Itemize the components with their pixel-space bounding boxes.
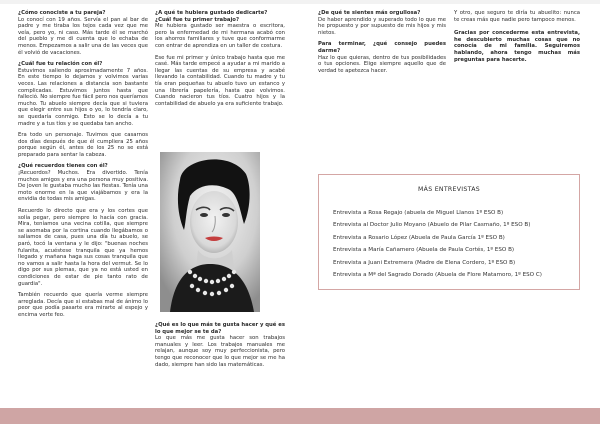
interview-link[interactable]: Entrevista a María Cañamero (Abuela de Paula Cortés, 1º ESO B) xyxy=(333,247,515,254)
interview-column-2-bottom xyxy=(155,322,285,373)
qa-block xyxy=(318,41,446,74)
interview-column-2-top xyxy=(155,10,285,107)
answer: Lo que más me gusta hacer son trabajos manuales y leer. Los trabajos manuales me relajan, aunque soy muy perfeccionista, pero tengo que reconocer que lo que mejor se me ha dado, siempre han sido las matemáticas. xyxy=(155,335,285,368)
answer: Ese fue mi primer y único trabajo hasta que me casé. Más tarde empecé a ayudar a mi marido a llegar las cuentas de su empresa y acabé llevando la contabilidad. Cuando tu madre y tu tía eran pequeñas tu abuelo tuvo un estanco y una librería papelería, hasta que volvimos. Cuando nacieron tus tíos. xyxy=(155,54,285,101)
more-interviews-box xyxy=(318,174,580,290)
answer: Lo conocí con 19 años. Servía el pan al bar de padre y me tiraba los tejos cada vez que me veía, pero yo, ni caso. Más tarde él se marchó del pueblo y me di cuenta que lo echaba de menos. Empezamos a salir una de las veces que él volvió de vacaciones. xyxy=(18,16,148,56)
question: ¿Qué es lo que más te gusta hacer y qué es lo que mejor se te da? xyxy=(155,322,285,335)
answer: Haz lo que quieras, dentro de tus posibilidades o tus opciones. Elige siempre aquello que de verdad te apetezca hacer. xyxy=(318,54,446,74)
interview-link[interactable]: Entrevista a Rosario López (Abuela de Paula García 1º ESO B) xyxy=(333,234,505,241)
qa-block xyxy=(18,61,148,127)
portrait-image xyxy=(160,152,260,312)
interview-column-3 xyxy=(318,10,446,79)
answer-paragraph xyxy=(155,55,285,108)
qa-block xyxy=(155,10,285,50)
interview-link[interactable]: Entrevista a Mª del Sagrado Dorado (Abuela de Flore Matamoro, 1º ESO C) xyxy=(333,272,542,279)
answer: Estuvimos saliendo aproximadamente 7 años. En este tiempo lo dejamos y volvimos varias veces. Las relaciones a distancia son bastante complicadas. Estuvimos juntos hasta que falleció. No siempre fue fácil pero nos queríamos mucho. Tu abuelo siempre decía que si tuviera que elegir entre sus hijos o yo, lo tendría claro, se quedaría conmigo. Esto se lo decía a tu madre y a tus tíos y se quedaba tan ancho. xyxy=(18,67,148,127)
closing-text: Seguiremos hablando, ahora tengo muchas más preguntas para hacerte. xyxy=(454,43,580,63)
qa-block xyxy=(18,10,148,56)
question: ¿De qué te sientes más orgullosa? xyxy=(318,10,421,16)
question: ¿Cuál fue tu relación con él? xyxy=(18,61,103,68)
answer-paragraph: Recuerdo lo directo que era y los cortes que solía pegar, pero siempre lo hacía con gracia. Mira, teníamos una vecina cotilla, que siempre se asomaba por la cortina cuando llegábamos o salíamos de casa, pues una día tu abuelo, se paró, tocó la ventana y le dijo: "buenas noches fulanita, acuéstese tranquila que ya hemos llegado y mañana haga sus cosas tranquila que no vamos a salir hasta la hora del vermut. Se lo digo por sus plemas, que ya no está usted en condiciones de estar de pie tanto rato de guardia". xyxy=(18,208,148,287)
interview-column-1 xyxy=(18,10,148,324)
question: ¿Qué recuerdos tienes con él? xyxy=(18,163,108,170)
answer: Me hubiera gustado ser maestra o escritora, pero la enfermedad de mi hermana acabó con los ahorros familiares y tuve que conformarme con entrar de aprendiza en un taller de costura. xyxy=(155,23,285,49)
qa-block xyxy=(18,163,148,203)
more-interviews-list xyxy=(333,207,542,281)
interview-link[interactable]: Entrevista a Rosa Regajo (abuela de Miguel Llanos 1º ESO B) xyxy=(333,210,504,216)
answer-paragraph: Era todo un personaje. Tuvimos que casarnos dos días después de que él cumpliera 25 años porque según él, antes de los 25 no se está preparado para sentar la cabeza. xyxy=(18,132,148,158)
question: ¿A qué te hubiera gustado dedicarte? xyxy=(155,10,268,16)
interview-link[interactable]: Entrevista al Doctor Julio Moyano (Abuelo de Pilar Casmaño, 1º ESO B) xyxy=(333,222,531,229)
answer: De haber aprendido y superado todo lo que me he propuesto y por supuesto de mis hijos y mis nietos. xyxy=(318,16,446,36)
footer-band xyxy=(0,408,600,424)
page-top-strip xyxy=(0,0,600,4)
interview-column-4 xyxy=(454,10,580,68)
answer-paragraph: Y otro, que seguro te diría tu abuelito: nunca te creas más que nadie pero tampoco menos. xyxy=(454,10,580,23)
portrait-photo xyxy=(160,152,260,312)
question: ¿Cuál fue tu primer trabajo? xyxy=(155,16,240,23)
question: ¿Cómo conociste a tu pareja? xyxy=(18,10,106,16)
answer-paragraph: También recuerdo que quería verme siempre arreglada. Decía que si estabas mal de ánimo lo peor que podía pasarte era mirarte al espejo y encima verte feo. xyxy=(18,292,148,318)
answer: Cuatro hijos y la contabilidad de abuelo ya era suficiente trabajo. xyxy=(155,94,285,107)
qa-block xyxy=(318,10,446,36)
thanks-note xyxy=(454,30,580,63)
interview-link[interactable]: Entrevista a Juani Extremera (Madre de Elena Cordero, 1º ESO B) xyxy=(333,259,516,266)
answer: ¡Recuerdos? Muchos. Era divertido. Tenía muchos amigos y era una persona muy positiva. De joven le gustaba mucho las fiestas. Tenía una moto enorme en la que viajábamos y era la envidia de todas mis amigas. xyxy=(18,170,148,203)
thanks-text: Gracias por concederme esta entrevista, he descubierto muchas cosas que no conocía de mi familia. xyxy=(454,30,580,50)
more-interviews-title: MÁS ENTREVISTAS xyxy=(418,186,480,193)
qa-block xyxy=(155,322,285,368)
question: Para terminar, ¿qué consejo puedes darme? xyxy=(318,41,446,54)
